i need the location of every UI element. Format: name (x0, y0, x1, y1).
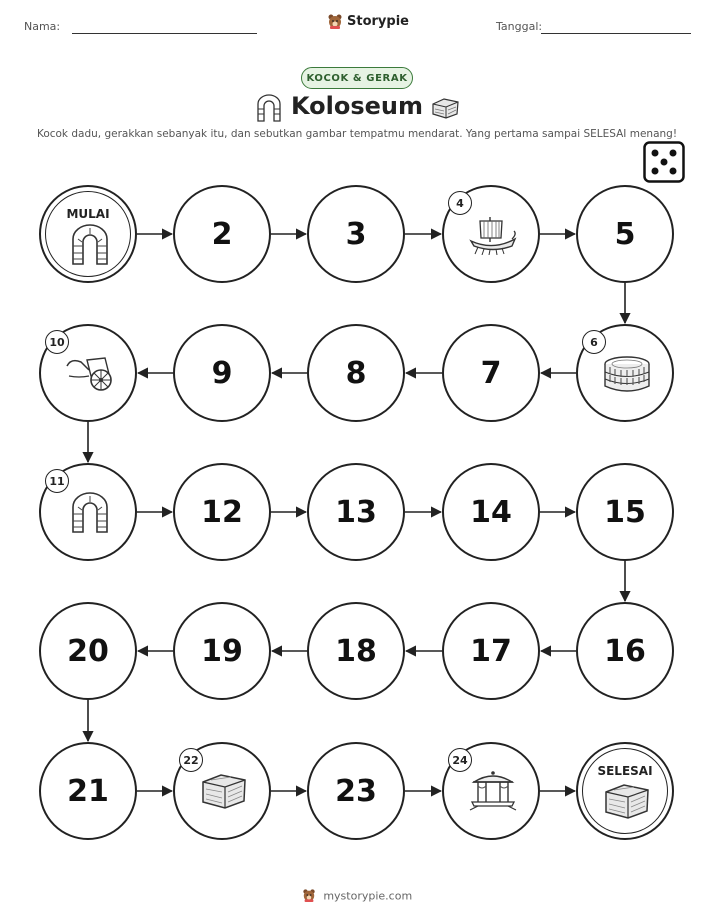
pavilion-icon (468, 770, 518, 812)
space-number: 8 (345, 355, 367, 391)
space-number: 20 (67, 633, 109, 669)
start-label: MULAI (66, 207, 110, 221)
space-number: 3 (345, 216, 367, 252)
space-number: 23 (335, 773, 377, 809)
space-20[interactable] (39, 602, 137, 700)
space-12[interactable] (173, 463, 271, 561)
colosseum-icon (602, 352, 652, 394)
space-8[interactable] (307, 324, 405, 422)
chariot-icon (65, 352, 115, 394)
space-number: 7 (480, 355, 502, 391)
space-22[interactable] (173, 742, 271, 840)
space-number: 16 (604, 633, 646, 669)
category-badge: KOCOK & GERAK (301, 67, 413, 89)
space-number: 19 (201, 633, 243, 669)
space-number: 14 (470, 494, 512, 530)
space-13[interactable] (307, 463, 405, 561)
space-10[interactable] (39, 324, 137, 422)
arch-icon (65, 223, 115, 265)
date-label: Tanggal: (496, 20, 543, 33)
space-24[interactable] (442, 742, 540, 840)
space-3[interactable] (307, 185, 405, 283)
space-7[interactable] (442, 324, 540, 422)
space-number-badge: 22 (179, 748, 203, 772)
space-number: 18 (335, 633, 377, 669)
finish-label: SELESAI (597, 764, 653, 778)
space-23[interactable] (307, 742, 405, 840)
space-number: 17 (470, 633, 512, 669)
stone-block-icon (602, 780, 652, 822)
space-number: 13 (335, 494, 377, 530)
space-14[interactable] (442, 463, 540, 561)
space-number: 21 (67, 773, 109, 809)
space-18[interactable] (307, 602, 405, 700)
space-5[interactable] (576, 185, 674, 283)
space-4[interactable] (442, 185, 540, 283)
name-label: Nama: (24, 20, 61, 33)
space-start[interactable] (39, 185, 137, 283)
bear-icon (302, 888, 316, 905)
space-19[interactable] (173, 602, 271, 700)
space-17[interactable] (442, 602, 540, 700)
space-number: 2 (211, 216, 233, 252)
arch-icon (65, 491, 115, 533)
space-finish[interactable] (576, 742, 674, 840)
space-number-badge: 11 (45, 469, 69, 493)
space-number: 15 (604, 494, 646, 530)
space-2[interactable] (173, 185, 271, 283)
stone-block-icon (199, 770, 249, 812)
space-number: 9 (211, 355, 233, 391)
footer-url: mystorypie.com (323, 889, 413, 903)
space-number-badge: 4 (448, 191, 472, 215)
space-6[interactable] (576, 324, 674, 422)
instructions: Kocok dadu, gerakkan sebanyak itu, dan sebutkan gambar tempatmu mendarat. Yang pertama sampai SELESAI menang! (36, 128, 678, 140)
brand-name: Storypie (347, 13, 409, 29)
space-number-badge: 10 (45, 330, 69, 354)
space-11[interactable] (39, 463, 137, 561)
space-15[interactable] (576, 463, 674, 561)
space-number-badge: 24 (448, 748, 472, 772)
space-number-badge: 6 (582, 330, 606, 354)
roman-ship-icon (468, 213, 518, 255)
space-number: 12 (201, 494, 243, 530)
page-title: Koloseum (290, 92, 424, 120)
space-21[interactable] (39, 742, 137, 840)
space-9[interactable] (173, 324, 271, 422)
space-number: 5 (614, 216, 636, 252)
footer (0, 888, 714, 905)
space-16[interactable] (576, 602, 674, 700)
